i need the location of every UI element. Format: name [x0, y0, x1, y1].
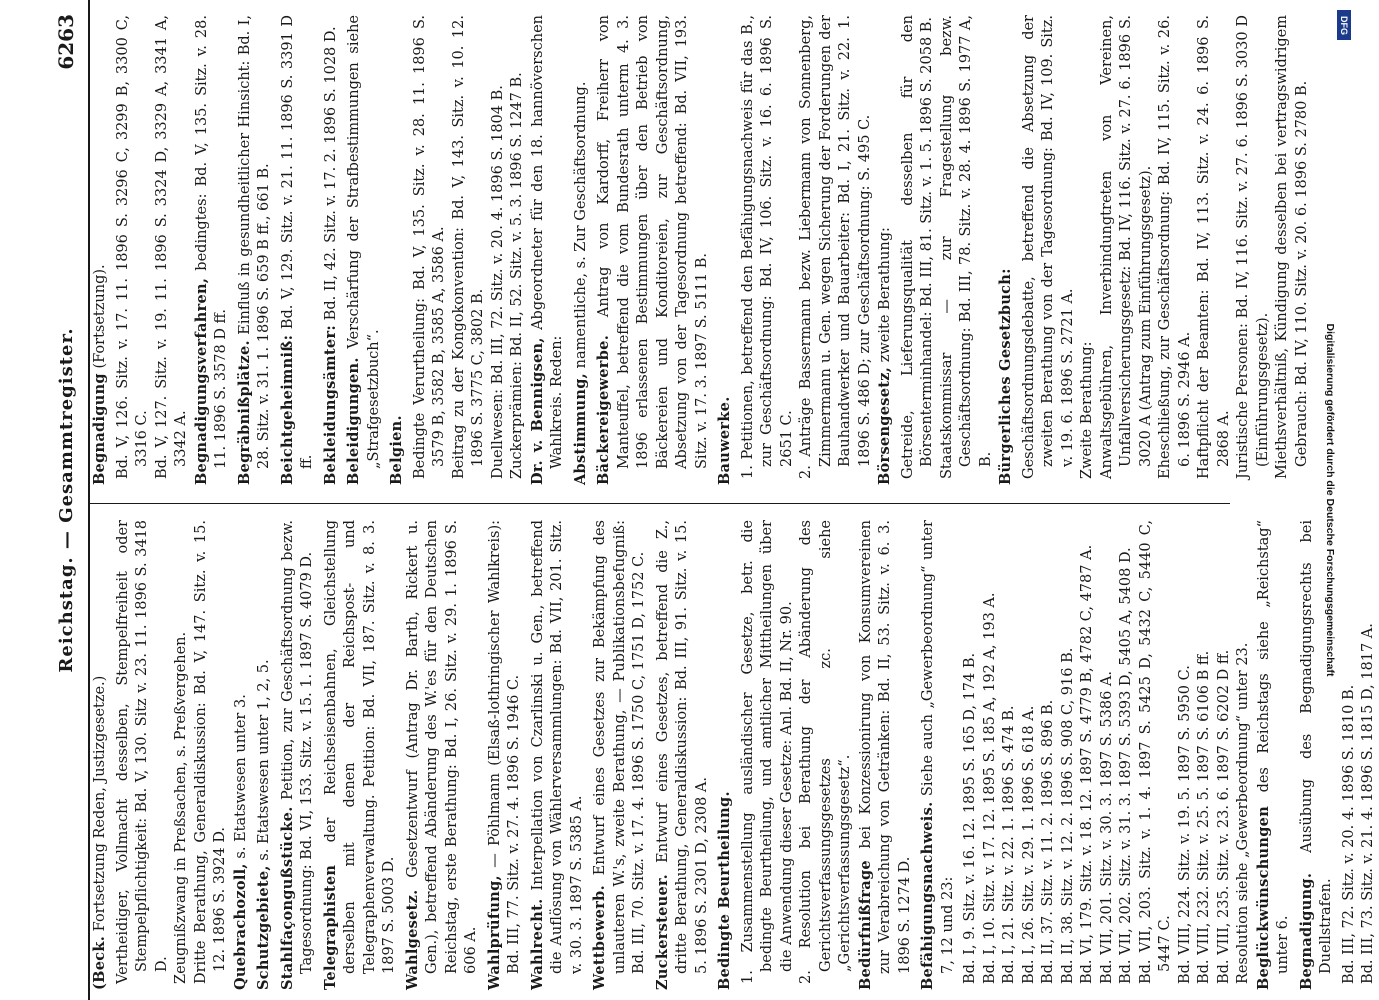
index-entry — [192, 15, 232, 485]
entry-text: bedingtes: Bd. V, 135. Sitz. v. 28. 11. 1896 S. 3578 D ff. — [193, 15, 229, 469]
index-entry — [594, 15, 712, 485]
entry-heading: Dr. v. Bennigsen, — [528, 337, 546, 485]
index-entry — [1340, 520, 1360, 990]
entry-text: Bd. VII, 201. Sitz. v. 30. 3. 1897 S. 5386 A. — [1098, 671, 1115, 984]
entry-text: Bd. II, 38. Sitz. v. 12. 2. 1896 S. 908 C, 916 B. — [1059, 647, 1076, 984]
index-entry — [1117, 520, 1137, 990]
index-entry — [235, 15, 275, 485]
entry-heading: Quebrachozoll, — [231, 863, 249, 990]
index-entry — [1195, 15, 1234, 485]
funding-credit-text: Digitalisierung gefördert durch die Deutsche Forschungsgemeinschaft — [1324, 323, 1336, 677]
entry-text: Zweite Berathung: — [1079, 341, 1095, 479]
entry-text: 1. Petitionen, betreffend den Befähigungsnachweis für das B., zur Geschäftsordnung: Bd. IV, 106. Sitz. v. 16. 6. 1896 S. 2651 C. — [739, 15, 795, 479]
entry-text: namentliche, s. Zur Geschäftsordnung. — [572, 81, 589, 373]
entry-text: der Reichseisenbahnen, Gleichstellung derselben mit denen der Reichspost- und Telegraphenverwaltung. Petition: Bd. VII, 187. Sitz. v. 8. 3. 1897 S. 5003 D. — [322, 520, 397, 974]
index-entry — [1359, 520, 1379, 990]
entry-text: s. Etatswesen unter 1, 2, 5. — [256, 659, 272, 866]
entry-text: Siehe auch „Gewerbeordnung“ unter 7, 12 und 23: — [920, 520, 956, 974]
entry-text: Antrag von Kardorff, Freiherr von Manteuffel, betreffend die vom Bundesrath unterm 4. 3. 1896 erlassenen Bestimmungen über den Betrieb von Bäckereien und Konditoreien, zur Geschäftsordnung, Absetzung von der Tagesordnung betreffend: Bd. VII, 193. Sitz. v. 17. 3. 1897 S. 5111 B. — [596, 15, 710, 469]
entry-heading: Telegraphisten — [321, 864, 339, 990]
entry-text: Bd. VI, 179. Sitz. v. 18. 12. 1897 S. 4779 B, 4782 C, 4787 A. — [1079, 544, 1095, 984]
entry-text: Bd. I, 9. Sitz. v. 16. 12. 1895 S. 165 D, 174 B. — [962, 652, 978, 984]
entry-text: Zuckerprämien: Bd. II, 52. Sitz. v. 5. 3. 1896 S. 1247 B. — [509, 72, 525, 479]
index-entry — [571, 15, 592, 485]
entry-text: Zeugnißzwang in Preßsachen, s. Preßvergehen. — [173, 631, 189, 984]
entry-text: bei Konzessionirung von Konsumvereinen zur Verabreichung von Getränken: Bd. II, 53. Sitz. v. 6. 3. 1896 S. 1274 D. — [857, 520, 913, 974]
index-entry — [1234, 520, 1254, 990]
entry-text: Dritte Berathung, Generaldiskussion: Bd. V, 147. Sitz. v. 15. 12. 1896 S. 3924 D. — [192, 520, 228, 984]
entry-heading: Beglückwünschungen — [1254, 805, 1272, 990]
entry-heading: (Beck. — [91, 935, 108, 990]
entry-text: Getreide, Lieferungsqualität desselben für den Börsenterminhandel: Bd. III, 81. Sitz. v. 1. 5. 1896 S. 2058 B. — [899, 15, 935, 479]
entry-text: Juristische Personen: Bd. IV, 116. Sitz. v. 27. 6. 1896 S. 3030 D (Einführungsgesetz). — [1235, 15, 1271, 479]
entry-text: s. Etatswesen unter 3. — [232, 694, 249, 864]
index-entry — [403, 520, 482, 990]
page-number: 6263 — [54, 14, 78, 70]
index-entry — [715, 15, 736, 485]
index-entry — [590, 520, 650, 990]
side-credit — [1318, 12, 1342, 988]
entry-text: Staatskommissar — zur Fragestellung bezw. Geschäftsordnung: Bd. III, 78. Sitz. v. 28. 4. 1896 S. 1977 A, B. — [938, 15, 994, 479]
index-entry — [739, 15, 798, 485]
dfg-logo: DFG — [1337, 10, 1351, 40]
entry-text: Bd. II, 42. Sitz. v. 17. 2. 1896 S. 1028 D. — [322, 26, 339, 325]
entry-text: Einfluß in gesundheitlicher Hinsicht: Bd. I, 28. Sitz. v. 31. 1. 1896 S. 659 B ff., 661 B. — [236, 15, 272, 469]
index-entry — [1273, 15, 1312, 485]
entry-heading: Bedingte Beurtheilung. — [716, 791, 733, 990]
index-entry — [153, 15, 192, 485]
entry-heading: Wahlprüfung, — [485, 875, 503, 990]
index-entry — [918, 520, 958, 990]
entry-heading: Begräbnißplätze. — [235, 340, 253, 485]
index-entry — [653, 520, 713, 990]
entry-text: Bd. III, 73. Sitz. v. 21. 4. 1896 S. 1815 D, 1817 A. — [1360, 623, 1376, 984]
entry-text: 2. Resolution bei Berathung der Abänderung des Gerichtsverfassungsgesetzes zc. siehe „Gerichtsverfassungsgesetz“. — [798, 520, 853, 984]
entry-text: Verschärfung der Strafbestimmungen siehe „Strafgesetzbuch“. — [346, 15, 382, 469]
index-entry — [114, 520, 173, 990]
entry-heading: Belgien. — [388, 415, 405, 485]
entry-text: Petition, zur Geschäftsordnung bezw. Tagesordnung: Bd. VI, 153. Sitz. v. 15. 1. 1897 S. 4079 D. — [279, 520, 315, 974]
index-entry — [1098, 15, 1157, 485]
entry-text: zweite Berathung: — [877, 227, 893, 367]
entry-text: Geschäftsordnungsdebatte, betreffend die Absetzung der zweiten Berathung von der Tagesordnung: Bd. IV, 109. Sitz. v. 19. 6. 1896 S. 2721 A. — [1020, 15, 1076, 479]
index-entry — [450, 15, 489, 485]
index-entry — [797, 15, 875, 485]
index-entry — [114, 15, 153, 485]
index-entry — [321, 520, 400, 990]
entry-heading: Begnadigungsverfahren, — [192, 277, 210, 485]
entry-text: Bd. VIII, 232. Sitz. v. 25. 5. 1897 S. 6106 B ff. — [1196, 650, 1212, 984]
entry-text: Bd. VII, 203. Sitz. v. 1. 4. 1897 S. 5425 D, 5432 C, 5440 C, 5447 C. — [1137, 520, 1173, 984]
left-column — [90, 520, 1376, 990]
entry-text: Bd. V, 126. Sitz. v. 17. 11. 1896 S. 3296 C, 3299 B, 3300 C, 3316 C. — [114, 15, 150, 479]
index-entry — [278, 15, 318, 485]
entry-text: Entwurf eines Gesetzes zur Bekämpfung des unlauteren W.'s, zweite Berathung, — Publikationsbefugniß: Bd. III, 70. Sitz. v. 17. 4. 1896 S. 1750 C, 1751 D, 1752 C. — [592, 520, 647, 974]
entry-text: Bd. VIII, 235. Sitz. v. 23. 6. 1897 S. 6202 D ff. — [1215, 649, 1232, 984]
entry-heading: Wettbewerb. — [591, 885, 608, 990]
index-entry — [1195, 520, 1215, 990]
index-entry — [172, 520, 192, 990]
entry-text: Beitrag zu der Kongokonvention: Bd. V, 143. Sitz. v. 10. 12. 1896 S. 3775 C, 3802 B. — [450, 15, 486, 479]
index-entry — [715, 520, 736, 990]
index-entry — [1059, 520, 1079, 990]
index-entry — [1078, 15, 1098, 485]
entry-heading: Beichtgeheimniß: — [278, 334, 296, 485]
index-entry — [981, 520, 1001, 990]
index-entry — [528, 15, 568, 485]
entry-text: Ausübung des Begnadigungsrechts bei Duellstrafen. — [1298, 520, 1334, 974]
entry-text: Interpellation von Czarlinski u. Gen., betreffend die Auflösung von Wählerversammlungen: Bd. VII, 201. Sitz. v. 30. 3. 1897 S. 5385 A. — [529, 520, 585, 974]
column-divider — [90, 503, 1230, 504]
index-entry — [1176, 520, 1196, 990]
entry-text: Miethsverhältniß, Kündigung desselben bei vertragswidrigem Gebrauch: Bd. IV, 110. Sitz. v. 20. 6. 1896 S. 2780 B. — [1274, 15, 1310, 479]
entry-heading: Bürgerliches Gesetzbuch: — [997, 268, 1014, 485]
right-column — [90, 15, 1310, 485]
index-entry — [278, 520, 318, 990]
index-entry — [321, 15, 342, 485]
entry-heading: Wahlgesetz. — [403, 889, 421, 990]
entry-text: — Pöhlmann (Elsaß-lothringischer Wahlkreis): Bd. III, 77. Sitz. v. 27. 4. 1896 S. 1946 C. — [486, 520, 522, 974]
index-entry — [254, 520, 275, 990]
entry-heading: Begnadigung. — [1297, 872, 1315, 990]
index-entry — [1156, 15, 1195, 485]
entry-heading: Beleidigungen. — [345, 357, 362, 485]
entry-heading: Begnadigung — [91, 373, 108, 485]
index-entry — [1215, 520, 1235, 990]
index-entry — [899, 15, 938, 485]
index-entry — [231, 520, 252, 990]
entry-text: Bd. V, 127. Sitz. v. 19. 11. 1896 S. 3324 D, 3329 A, 3341 A, 3342 A. — [153, 15, 189, 479]
index-entry — [489, 15, 509, 485]
entry-heading: Stahlfaçongußstücke. — [278, 806, 296, 990]
entry-text: des Reichstags siehe „Reichstag“ unter 6. — [1255, 520, 1291, 974]
entry-heading: Schutzgebiete, — [255, 865, 272, 990]
entry-text: 2. Anträge Bassermann bezw. Liebermann von Sonnenberg, Zimmermann u. Gen. wegen Sicherung der Forderungen der Bauhandwerker und Bauarbeiter: Bd. I, 21. Sitz. v. 22. 1. 1896 S. 486 D; zur Geschäftsordnung: S. 495 C. — [798, 15, 873, 479]
entry-text: Bd. V, 129. Sitz. v. 21. 11. 1896 S. 3391 D ff. — [279, 15, 315, 469]
entry-heading: Abstimmung, — [571, 372, 589, 485]
entry-text: Anwaltsgebühren, Inverbindungtreten von Vereinen, Unfallversicherungsgesetz: Bd. IV, 116. Sitz. v. 27. 6. 1896 S. 3020 A (Antrag zum Einführungsgesetz). — [1098, 15, 1154, 479]
entry-text: Bd. VIII, 224. Sitz. v. 19. 5. 1897 S. 5950 C. — [1176, 665, 1193, 984]
index-entry — [1000, 520, 1020, 990]
index-entry — [485, 520, 525, 990]
entry-text: Resolution siehe „Gewerbeordnung“ unter 23. — [1235, 642, 1251, 984]
index-entry — [387, 15, 408, 485]
index-entry — [1234, 15, 1273, 485]
index-entry — [938, 15, 997, 485]
entry-text: Haftpflicht der Beamten: Bd. IV, 113. Sitz. v. 24. 6. 1896 S. 2868 A. — [1196, 15, 1232, 479]
entry-heading: Börsengesetz, — [876, 366, 893, 485]
index-entry — [996, 15, 1017, 485]
entry-text: Bd. I, 21. Sitz. v. 22. 1. 1896 S. 474 B. — [1001, 705, 1017, 984]
index-entry — [90, 15, 111, 485]
index-entry — [508, 15, 528, 485]
entry-text: Entwurf eines Gesetzes, betreffend die Z., dritte Berathung, Generaldiskussion: Bd. III, 91. Sitz. v. 15. 5. 1896 S. 2301 D, 2308 A. — [654, 520, 710, 974]
index-entry — [90, 520, 111, 990]
entry-text: Fortsetzung Reden, Justizgesetze.) — [92, 675, 108, 936]
entry-heading: Bedürfnißfrage — [856, 860, 874, 990]
index-entry — [1098, 520, 1118, 990]
index-entry — [1020, 15, 1079, 485]
index-entry — [1039, 520, 1059, 990]
entry-text: Bd. I, 26. Sitz. v. 29. 1. 1896 S. 618 A. — [1020, 705, 1037, 984]
entry-text: 1. Zusammenstellung ausländischer Gesetze, betr. die bedingte Beurtheilung, und amtlicher Mittheilungen über die Anwendung dieser Gesetze: Anl. Bd. II, Nr. 90. — [739, 520, 795, 984]
index-entry — [739, 520, 798, 990]
page-header — [48, 0, 82, 1000]
entry-text: Duellwesen: Bd. III, 72. Sitz. v. 20. 4. 1896 S. 1804 B. — [489, 85, 506, 479]
index-entry — [1137, 520, 1176, 990]
index-entry — [1020, 520, 1040, 990]
entry-heading: Bäckereigewerbe. — [595, 334, 612, 485]
page-title: Reichstag. — Gesammtregister. — [56, 327, 77, 673]
index-entry — [344, 15, 384, 485]
entry-text: Vertheidiger, Vollmacht desselben, Stempelfreiheit oder Stempelpflichtigkeit: Bd. V, 130. Sitz v. 23. 11. 1896 S. 3418 D. — [114, 520, 170, 984]
entry-text: Eheschließung, zur Geschäftsordnung: Bd. IV, 115. Sitz. v. 26. 6. 1896 S. 2946 A. — [1157, 15, 1193, 479]
entry-text: Bd. VII, 202. Sitz. v. 31. 3. 1897 S. 5393 D, 5405 A, 5408 D. — [1118, 547, 1134, 984]
index-entry — [875, 15, 896, 485]
entry-text: Bd. II, 37. Sitz. v. 11. 2. 1896 S. 896 B. — [1040, 699, 1056, 984]
index-entry — [1254, 520, 1294, 990]
entry-text: Abgeordneter für den 18. hannöverschen Wahlkreis. Reden: — [529, 15, 565, 469]
index-entry — [528, 520, 588, 990]
entry-heading: Zuckersteuer. — [653, 874, 671, 990]
index-entry — [797, 520, 856, 990]
entry-heading: Wahlrecht. — [528, 898, 546, 990]
entry-text: Gesetzentwurf (Antrag Dr. Barth, Rickert u. Gen.), betreffend Abänderung des W.'es für den Deutschen Reichstag, erste Berathung: Bd. I, 26. Sitz. v. 29. 1. 1896 S. 606 A. — [404, 520, 479, 974]
index-entry — [1078, 520, 1098, 990]
index-entry — [411, 15, 450, 485]
entry-text: Bd. III, 72. Sitz. v. 20. 4. 1896 S. 1810 B. — [1340, 684, 1357, 984]
entry-heading: Befähigungsnachweis. — [919, 801, 936, 990]
entry-heading: Bekleidungsämter: — [321, 324, 339, 485]
index-entry — [192, 520, 231, 990]
entry-heading: Bauwerke. — [716, 396, 733, 485]
index-entry — [856, 520, 916, 990]
entry-text: Bedingte Verurtheilung: Bd. V, 135. Sitz. v. 28. 11. 1896 S. 3579 B, 3582 B, 3585 A, 3586 A. — [411, 15, 447, 479]
entry-text: Bd. I, 10. Sitz. v. 17. 12. 1895 S. 185 A, 192 A, 193 A. — [981, 592, 998, 984]
index-entry — [961, 520, 981, 990]
entry-text: (Fortsetzung). — [92, 264, 108, 374]
